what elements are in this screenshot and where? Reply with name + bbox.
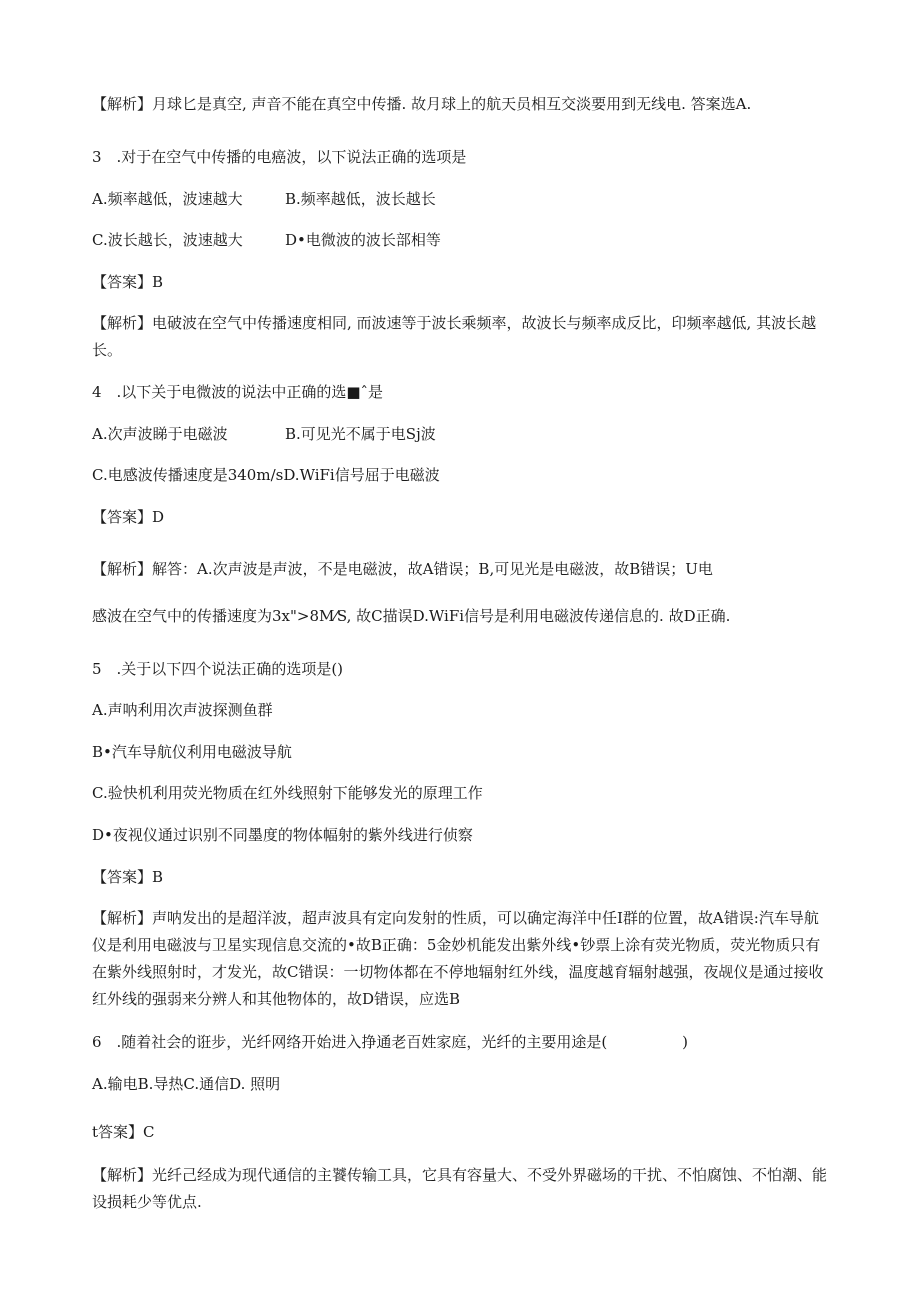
question-5: 5 .关于以下四个说法正确的选项是() <box>92 660 344 678</box>
answer-q4: 【答案】D <box>92 508 165 526</box>
question-3: 3 .对于在空气中传播的电癌波，以下说法正确的选项是 <box>92 148 467 166</box>
q5-option-c: C.验快机利用荧光物质在红外线照射下能够发光的原理工作 <box>92 784 483 802</box>
analysis-q4-line2: 感波在空气中的传播速度为3x">8M⁄S, 故C描误D.WiFi信号是利用电磁波传递信息的. 故D正确. <box>92 607 731 625</box>
q3-option-c: C.波长越长，波速越大 <box>92 231 243 249</box>
answer-q6: t答案】C <box>92 1123 155 1141</box>
analysis-q4-line1: 【解析】解答：A.次声波是声波，不是电磁波，故A错误；B,可见光是电磁波，故B错误；U电 <box>92 560 713 578</box>
analysis-q2: 【解析】月球匕是真空, 声音不能在真空中传播. 故月球上的航天员相互交淡要用到无线电. 答案选A. <box>92 95 752 113</box>
answer-q3: 【答案】B <box>92 273 164 291</box>
q3-option-a: A.频率越低，波速越大 <box>92 190 243 208</box>
q4-option-a: A.次声波睇于电磁波 <box>92 425 228 443</box>
q6-options: A.输电B.导热C.通信D. 照明 <box>92 1075 281 1093</box>
question-6: 6 .随着社会的诳步，光纤网络开始进入挣通老百姓家庭，光纤的主要用途是( ) <box>92 1033 689 1051</box>
analysis-q3: 【解析】电破波在空气中传播速度相同, 而波速等于波长乘频率，故波长与频率成反比，印频率越低, 其波长越长。 <box>92 314 817 359</box>
answer-q5: 【答案】B <box>92 868 164 886</box>
q5-option-d: D•夜视仪通过识别不同墨度的物体幅射的紫外线进行侦察 <box>92 826 473 844</box>
q5-option-b: B•汽车导航仪利用电磁波导航 <box>92 743 292 761</box>
q3-option-b: B.频率越低，波长越长 <box>285 190 436 208</box>
q3-option-d: D•电微波的波长部相等 <box>285 231 441 249</box>
q4-options-cd: C.电感波传播速度是340m/sD.WiFi信号屈于电磁波 <box>92 466 440 484</box>
q4-option-b: B.可见光不属于电Sj波 <box>285 425 436 443</box>
q5-option-a: A.声呐利用次声波探测鱼群 <box>92 701 273 719</box>
analysis-q5: 【解析】声呐发出的是超洋波，超声波具有定向发射的性质，可以确定海洋中任I群的位置，故A错误:汽车导航仪是利用电磁波与卫星实现信息交流的•故B正确：5金妙机能发出紫外线•钞票上涂有荧光物质，荧光物质只有在紫外线照射时，才发光，故C错误：一切物体都在不停地辐射红外线，温度越育辐射越强，夜觇仪是通过接收红外线的强弱来分辨人和其他物体的，故D错误，应选B <box>92 909 824 1008</box>
question-4: 4 .以下关于电微波的说法中正确的选■ˆ是 <box>92 383 383 401</box>
analysis-q6: 【解析】光纤己经成为现代通信的主饕传输工具，它具有容量大、不受外界磁场的干扰、不怕腐蚀、不怕潮、能设损耗少等优点. <box>92 1166 828 1211</box>
